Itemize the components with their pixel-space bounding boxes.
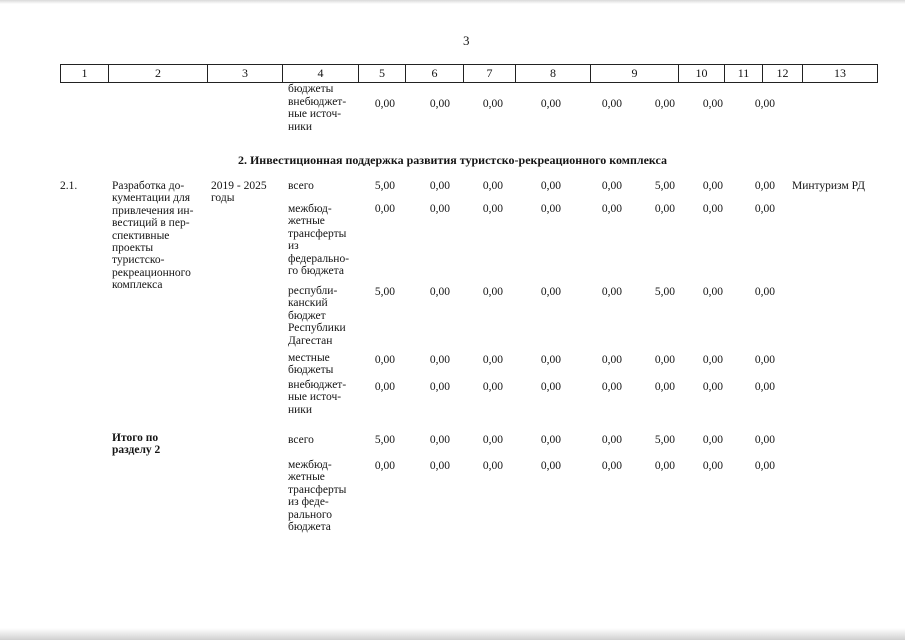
- item-number: 2.1.: [60, 180, 78, 192]
- amount-value: 0,00: [702, 180, 723, 192]
- funding-source: местные бюджеты: [288, 352, 334, 377]
- amount-value: 0,00: [601, 381, 622, 393]
- amount-value: 0,00: [374, 203, 395, 215]
- amount-value: 0,00: [601, 98, 622, 110]
- funding-source: всего: [288, 434, 314, 446]
- amount-value: 0,00: [374, 98, 395, 110]
- amount-value: 0,00: [374, 381, 395, 393]
- amount-value: 0,00: [429, 286, 450, 298]
- amount-value: 0,00: [654, 460, 675, 472]
- amount-value: 0,00: [702, 354, 723, 366]
- item-executor: Минтуризм РД: [792, 180, 865, 192]
- amount-value: 0,00: [702, 98, 723, 110]
- column-number: 3: [207, 65, 282, 82]
- funding-source: межбюд- жетные трансферты из феде- рального бюджета: [288, 459, 347, 534]
- column-number: 2: [108, 65, 207, 82]
- amount-value: 5,00: [654, 286, 675, 298]
- amount-value: 0,00: [601, 354, 622, 366]
- column-number: 10: [678, 65, 724, 82]
- column-number: 9: [590, 65, 678, 82]
- amount-value: 0,00: [482, 354, 503, 366]
- column-number: 4: [282, 65, 358, 82]
- amount-value: 0,00: [482, 180, 503, 192]
- amount-value: 0,00: [374, 460, 395, 472]
- column-number: 11: [724, 65, 762, 82]
- amount-value: 0,00: [654, 381, 675, 393]
- column-number: 7: [463, 65, 515, 82]
- amount-value: 0,00: [540, 381, 561, 393]
- amount-value: 0,00: [702, 381, 723, 393]
- amount-value: 0,00: [601, 434, 622, 446]
- amount-value: 0,00: [540, 354, 561, 366]
- scan-edge-top: [0, 0, 905, 4]
- amount-value: 0,00: [654, 354, 675, 366]
- amount-value: 0,00: [540, 460, 561, 472]
- column-number: 5: [358, 65, 405, 82]
- amount-value: 0,00: [540, 203, 561, 215]
- amount-value: 0,00: [754, 460, 775, 472]
- amount-value: 0,00: [702, 286, 723, 298]
- amount-value: 0,00: [429, 180, 450, 192]
- amount-value: 0,00: [429, 203, 450, 215]
- amount-value: 0,00: [754, 286, 775, 298]
- amount-value: 0,00: [482, 203, 503, 215]
- column-number: 12: [762, 65, 802, 82]
- amount-value: 5,00: [374, 286, 395, 298]
- column-number: 6: [405, 65, 463, 82]
- column-number: 1: [60, 65, 108, 82]
- amount-value: 0,00: [482, 98, 503, 110]
- amount-value: 0,00: [429, 460, 450, 472]
- amount-value: 0,00: [702, 434, 723, 446]
- amount-value: 0,00: [429, 434, 450, 446]
- amount-value: 0,00: [601, 180, 622, 192]
- funding-source: бюджеты: [288, 83, 334, 95]
- amount-value: 0,00: [429, 98, 450, 110]
- funding-source: внебюджет- ные источ- ники: [288, 379, 347, 416]
- amount-value: 0,00: [429, 354, 450, 366]
- amount-value: 0,00: [540, 180, 561, 192]
- amount-value: 0,00: [754, 180, 775, 192]
- funding-source: республи- канский бюджет Республики Дагестан: [288, 285, 346, 347]
- funding-source: всего: [288, 180, 314, 192]
- amount-value: 0,00: [702, 460, 723, 472]
- amount-value: 0,00: [601, 203, 622, 215]
- amount-value: 0,00: [754, 98, 775, 110]
- amount-value: 0,00: [654, 203, 675, 215]
- amount-value: 0,00: [482, 460, 503, 472]
- scan-edge-bottom: [0, 628, 905, 640]
- amount-value: 0,00: [540, 98, 561, 110]
- amount-value: 0,00: [754, 381, 775, 393]
- section-title: 2. Инвестиционная поддержка развития туристско-рекреационного комплекса: [237, 153, 668, 167]
- funding-source: внебюджет- ные источ- ники: [288, 96, 347, 133]
- item-name: [112, 180, 203, 292]
- amount-value: 0,00: [601, 460, 622, 472]
- amount-value: 0,00: [482, 434, 503, 446]
- funding-source: межбюд- жетные трансферты из федерально- го бюджета: [288, 203, 350, 278]
- amount-value: 5,00: [374, 434, 395, 446]
- amount-value: 0,00: [482, 381, 503, 393]
- column-number: 13: [802, 65, 878, 82]
- amount-value: 0,00: [754, 434, 775, 446]
- amount-value: 5,00: [374, 180, 395, 192]
- amount-value: 0,00: [601, 286, 622, 298]
- amount-value: 0,00: [754, 354, 775, 366]
- column-number: 8: [515, 65, 590, 82]
- column-number-row: [60, 64, 878, 83]
- amount-value: 0,00: [540, 434, 561, 446]
- amount-value: 0,00: [482, 286, 503, 298]
- amount-value: 0,00: [540, 286, 561, 298]
- amount-value: 0,00: [702, 203, 723, 215]
- amount-value: 0,00: [754, 203, 775, 215]
- amount-value: 5,00: [654, 434, 675, 446]
- amount-value: 0,00: [654, 98, 675, 110]
- item-name-text: Разработка до- кументации для привлечения ин- вестиций в пер- спективные проекты туристско- рекреационного комплекса: [112, 180, 194, 292]
- amount-value: 5,00: [654, 180, 675, 192]
- amount-value: 0,00: [429, 381, 450, 393]
- amount-value: 0,00: [374, 354, 395, 366]
- section-total-label: Итого по разделу 2: [112, 432, 161, 457]
- item-period: 2019 - 2025 годы: [211, 180, 267, 205]
- page-number: 3: [463, 33, 470, 48]
